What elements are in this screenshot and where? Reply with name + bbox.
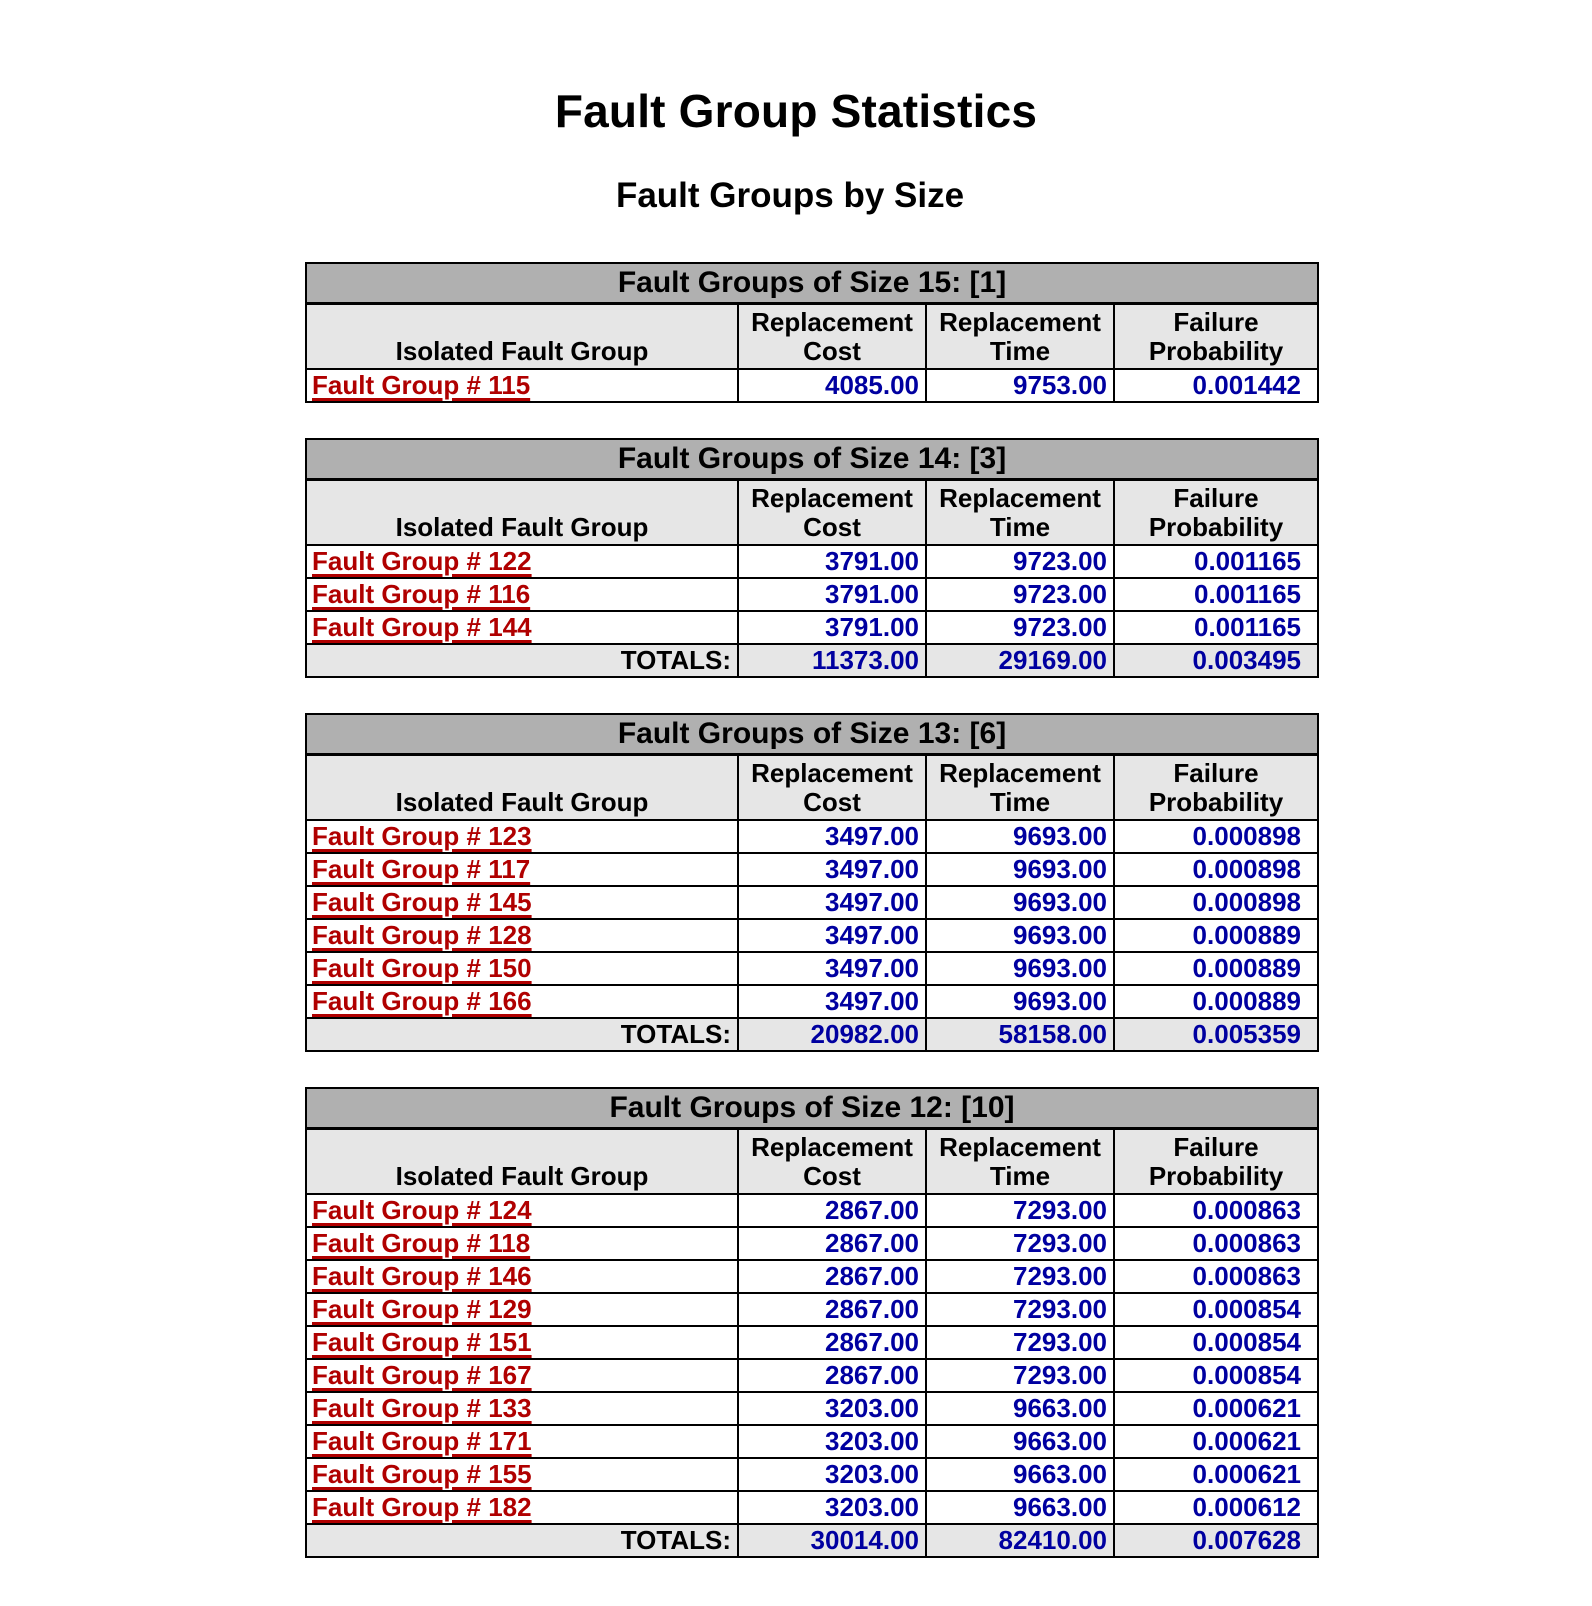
- fault-group-link[interactable]: Fault Group # 129: [312, 1294, 532, 1324]
- failure-probability-cell: 0.000854: [1114, 1293, 1318, 1326]
- section-caption: Fault Groups of Size 13: [6]: [306, 714, 1318, 755]
- totals-row: [306, 1524, 1318, 1557]
- replacement-time-cell: 9723.00: [926, 578, 1114, 611]
- fault-group-link[interactable]: Fault Group # 171: [312, 1426, 532, 1456]
- failure-probability-cell: 0.001165: [1114, 545, 1318, 578]
- fault-group-cell: [306, 1326, 738, 1359]
- fault-group-link[interactable]: Fault Group # 167: [312, 1360, 532, 1390]
- fault-group-cell: [306, 820, 738, 853]
- column-header-failure-probability: Failure Probability: [1114, 1129, 1318, 1195]
- failure-probability-cell: 0.000863: [1114, 1227, 1318, 1260]
- replacement-cost-cell: 3203.00: [738, 1491, 926, 1524]
- failure-probability-cell: 0.000863: [1114, 1260, 1318, 1293]
- column-header-isolated-fault-group: Isolated Fault Group: [306, 304, 738, 370]
- column-header-replacement-time: Replacement Time: [926, 755, 1114, 821]
- totals-label: TOTALS:: [306, 644, 738, 677]
- fault-group-size-table: [305, 713, 1319, 1052]
- failure-probability-cell: 0.000863: [1114, 1194, 1318, 1227]
- replacement-time-cell: 9693.00: [926, 820, 1114, 853]
- replacement-cost-cell: 3497.00: [738, 952, 926, 985]
- replacement-time-cell: 7293.00: [926, 1326, 1114, 1359]
- total-failure-probability: 0.005359: [1114, 1018, 1318, 1051]
- fault-group-cell: [306, 853, 738, 886]
- fault-group-cell: [306, 578, 738, 611]
- failure-probability-cell: 0.000898: [1114, 886, 1318, 919]
- column-header-replacement-time: Replacement Time: [926, 1129, 1114, 1195]
- fault-group-cell: [306, 1260, 738, 1293]
- table-row: [306, 1491, 1318, 1524]
- replacement-cost-cell: 2867.00: [738, 1359, 926, 1392]
- replacement-time-cell: 9723.00: [926, 545, 1114, 578]
- fault-group-cell: [306, 1359, 738, 1392]
- fault-group-link[interactable]: Fault Group # 122: [312, 546, 532, 576]
- fault-group-link[interactable]: Fault Group # 118: [312, 1228, 531, 1258]
- fault-group-cell: [306, 919, 738, 952]
- replacement-time-cell: 7293.00: [926, 1194, 1114, 1227]
- column-header-isolated-fault-group: Isolated Fault Group: [306, 755, 738, 821]
- fault-group-link[interactable]: Fault Group # 117: [312, 854, 531, 884]
- fault-group-cell: [306, 985, 738, 1018]
- section-caption: Fault Groups of Size 15: [1]: [306, 263, 1318, 304]
- fault-group-cell: [306, 1227, 738, 1260]
- failure-probability-cell: 0.000889: [1114, 985, 1318, 1018]
- fault-group-cell: [306, 886, 738, 919]
- replacement-cost-cell: 3497.00: [738, 853, 926, 886]
- replacement-time-cell: 9663.00: [926, 1425, 1114, 1458]
- replacement-time-cell: 9693.00: [926, 886, 1114, 919]
- replacement-cost-cell: 3497.00: [738, 820, 926, 853]
- replacement-cost-cell: 3203.00: [738, 1458, 926, 1491]
- table-row: [306, 820, 1318, 853]
- page-subtitle: Fault Groups by Size: [615, 176, 965, 215]
- replacement-cost-cell: 3791.00: [738, 545, 926, 578]
- table-row: [306, 1326, 1318, 1359]
- table-row: [306, 985, 1318, 1018]
- replacement-time-cell: 9693.00: [926, 853, 1114, 886]
- replacement-time-cell: 9663.00: [926, 1491, 1114, 1524]
- fault-group-link[interactable]: Fault Group # 128: [312, 920, 532, 950]
- failure-probability-cell: 0.000898: [1114, 820, 1318, 853]
- fault-group-cell: [306, 611, 738, 644]
- total-replacement-cost: 20982.00: [738, 1018, 926, 1051]
- replacement-cost-cell: 3203.00: [738, 1392, 926, 1425]
- replacement-cost-cell: 3203.00: [738, 1425, 926, 1458]
- failure-probability-cell: 0.000854: [1114, 1359, 1318, 1392]
- column-header-replacement-cost: Replacement Cost: [738, 480, 926, 546]
- replacement-time-cell: 7293.00: [926, 1260, 1114, 1293]
- total-failure-probability: 0.007628: [1114, 1524, 1318, 1557]
- table-row: [306, 1293, 1318, 1326]
- fault-group-link[interactable]: Fault Group # 155: [312, 1459, 532, 1489]
- fault-group-link[interactable]: Fault Group # 124: [312, 1195, 532, 1225]
- fault-group-cell: [306, 1425, 738, 1458]
- replacement-cost-cell: 3497.00: [738, 919, 926, 952]
- column-header-replacement-cost: Replacement Cost: [738, 755, 926, 821]
- failure-probability-cell: 0.000889: [1114, 952, 1318, 985]
- replacement-time-cell: 7293.00: [926, 1227, 1114, 1260]
- failure-probability-cell: 0.000612: [1114, 1491, 1318, 1524]
- table-row: [306, 578, 1318, 611]
- replacement-cost-cell: 3791.00: [738, 611, 926, 644]
- fault-group-link[interactable]: Fault Group # 150: [312, 953, 532, 983]
- table-row: [306, 1359, 1318, 1392]
- totals-label: TOTALS:: [306, 1524, 738, 1557]
- totals-label: TOTALS:: [306, 1018, 738, 1051]
- fault-group-link[interactable]: Fault Group # 133: [312, 1393, 532, 1423]
- failure-probability-cell: 0.000889: [1114, 919, 1318, 952]
- fault-group-cell: [306, 1458, 738, 1491]
- table-row: [306, 1425, 1318, 1458]
- column-header-isolated-fault-group: Isolated Fault Group: [306, 480, 738, 546]
- replacement-time-cell: 9693.00: [926, 952, 1114, 985]
- total-replacement-time: 29169.00: [926, 644, 1114, 677]
- replacement-time-cell: 9753.00: [926, 369, 1114, 402]
- fault-group-size-table: [305, 1087, 1319, 1558]
- column-header-failure-probability: Failure Probability: [1114, 755, 1318, 821]
- replacement-time-cell: 9723.00: [926, 611, 1114, 644]
- replacement-cost-cell: 3791.00: [738, 578, 926, 611]
- failure-probability-cell: 0.000621: [1114, 1392, 1318, 1425]
- replacement-time-cell: 9693.00: [926, 985, 1114, 1018]
- replacement-cost-cell: 3497.00: [738, 985, 926, 1018]
- fault-group-cell: [306, 1491, 738, 1524]
- fault-group-link[interactable]: Fault Group # 146: [312, 1261, 532, 1291]
- failure-probability-cell: 0.001442: [1114, 369, 1318, 402]
- fault-group-cell: [306, 369, 738, 402]
- total-replacement-cost: 11373.00: [738, 644, 926, 677]
- table-row: [306, 1227, 1318, 1260]
- fault-group-link[interactable]: Fault Group # 116: [312, 579, 531, 609]
- table-row: [306, 853, 1318, 886]
- column-header-replacement-cost: Replacement Cost: [738, 304, 926, 370]
- section-caption: Fault Groups of Size 14: [3]: [306, 439, 1318, 480]
- fault-group-link[interactable]: Fault Group # 123: [312, 821, 532, 851]
- table-row: [306, 1194, 1318, 1227]
- failure-probability-cell: 0.001165: [1114, 611, 1318, 644]
- fault-group-link[interactable]: Fault Group # 166: [312, 986, 532, 1016]
- total-replacement-time: 58158.00: [926, 1018, 1114, 1051]
- fault-group-link[interactable]: Fault Group # 115: [312, 370, 531, 400]
- fault-group-link[interactable]: Fault Group # 151: [312, 1327, 532, 1357]
- fault-group-size-table: [305, 262, 1319, 403]
- replacement-cost-cell: 4085.00: [738, 369, 926, 402]
- column-header-isolated-fault-group: Isolated Fault Group: [306, 1129, 738, 1195]
- replacement-time-cell: 9693.00: [926, 919, 1114, 952]
- table-row: [306, 1260, 1318, 1293]
- replacement-cost-cell: 2867.00: [738, 1293, 926, 1326]
- column-header-replacement-cost: Replacement Cost: [738, 1129, 926, 1195]
- failure-probability-cell: 0.000854: [1114, 1326, 1318, 1359]
- replacement-cost-cell: 2867.00: [738, 1260, 926, 1293]
- failure-probability-cell: 0.000898: [1114, 853, 1318, 886]
- fault-group-cell: [306, 952, 738, 985]
- failure-probability-cell: 0.000621: [1114, 1458, 1318, 1491]
- table-row: [306, 1392, 1318, 1425]
- fault-group-size-table: [305, 438, 1319, 678]
- replacement-cost-cell: 3497.00: [738, 886, 926, 919]
- table-row: [306, 919, 1318, 952]
- column-header-replacement-time: Replacement Time: [926, 480, 1114, 546]
- page-title: Fault Group Statistics: [554, 85, 1038, 137]
- failure-probability-cell: 0.000621: [1114, 1425, 1318, 1458]
- fault-group-link[interactable]: Fault Group # 145: [312, 887, 532, 917]
- table-row: [306, 611, 1318, 644]
- fault-group-link[interactable]: Fault Group # 144: [312, 612, 532, 642]
- table-row: [306, 886, 1318, 919]
- total-replacement-time: 82410.00: [926, 1524, 1114, 1557]
- fault-group-cell: [306, 1293, 738, 1326]
- replacement-time-cell: 9663.00: [926, 1392, 1114, 1425]
- totals-row: [306, 644, 1318, 677]
- replacement-cost-cell: 2867.00: [738, 1194, 926, 1227]
- fault-group-sections: [305, 262, 1317, 1593]
- replacement-cost-cell: 2867.00: [738, 1326, 926, 1359]
- replacement-time-cell: 9663.00: [926, 1458, 1114, 1491]
- table-row: [306, 952, 1318, 985]
- fault-group-cell: [306, 1392, 738, 1425]
- column-header-failure-probability: Failure Probability: [1114, 480, 1318, 546]
- fault-group-cell: [306, 1194, 738, 1227]
- totals-row: [306, 1018, 1318, 1051]
- total-replacement-cost: 30014.00: [738, 1524, 926, 1557]
- replacement-time-cell: 7293.00: [926, 1359, 1114, 1392]
- fault-group-cell: [306, 545, 738, 578]
- section-caption: Fault Groups of Size 12: [10]: [306, 1088, 1318, 1129]
- replacement-cost-cell: 2867.00: [738, 1227, 926, 1260]
- total-failure-probability: 0.003495: [1114, 644, 1318, 677]
- column-header-replacement-time: Replacement Time: [926, 304, 1114, 370]
- column-header-failure-probability: Failure Probability: [1114, 304, 1318, 370]
- table-row: [306, 545, 1318, 578]
- replacement-time-cell: 7293.00: [926, 1293, 1114, 1326]
- failure-probability-cell: 0.001165: [1114, 578, 1318, 611]
- table-row: [306, 369, 1318, 402]
- fault-group-link[interactable]: Fault Group # 182: [312, 1492, 532, 1522]
- table-row: [306, 1458, 1318, 1491]
